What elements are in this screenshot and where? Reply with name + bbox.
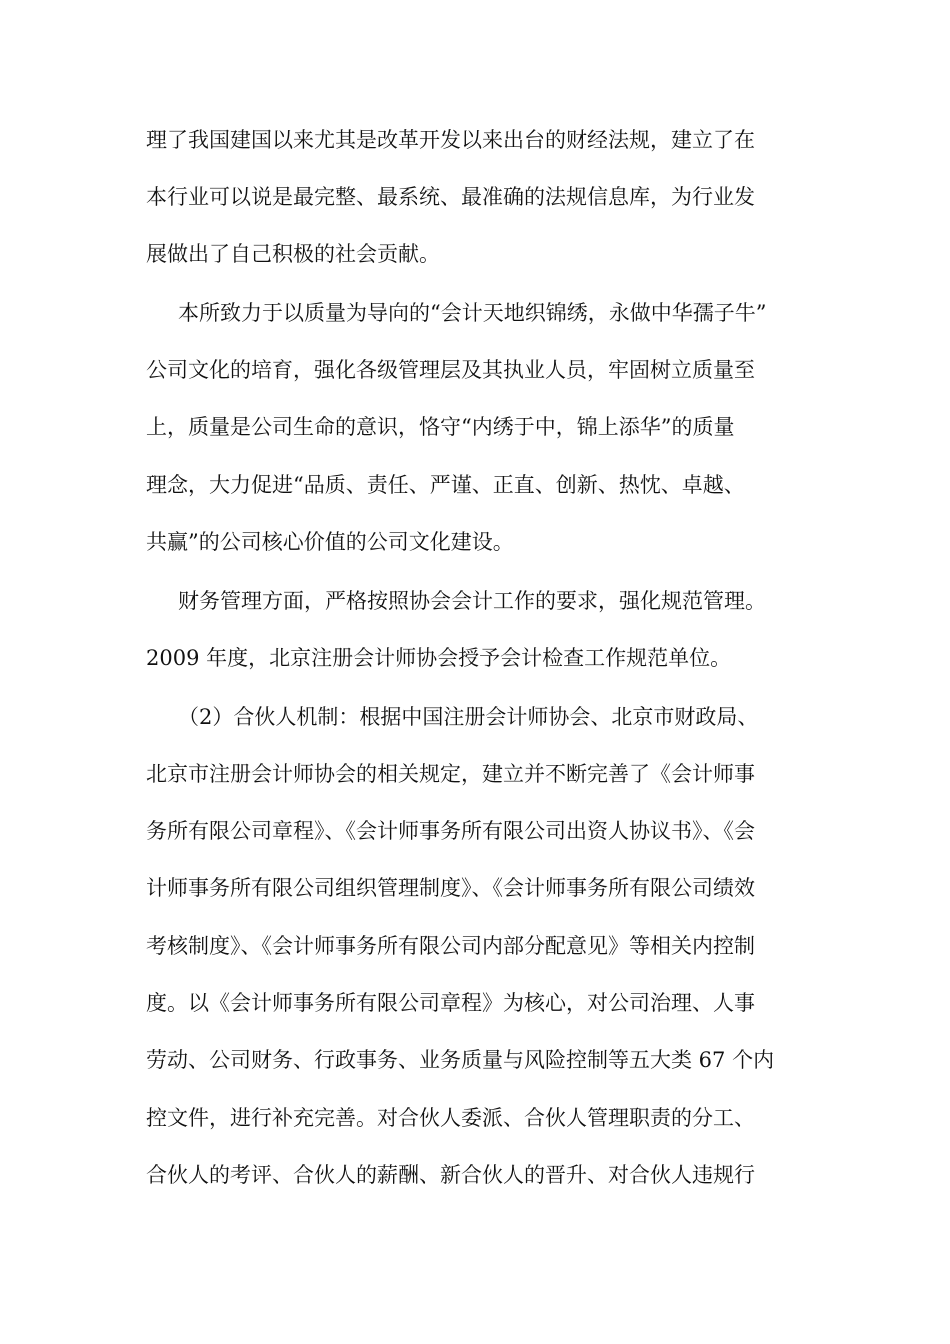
text-line-3: 展做出了自己积极的社会贡献。 [146,242,440,266]
text-line-14: 计师事务所有限公司组织管理制度》、《会计师事务所有限公司绩效 [146,876,755,900]
text-line-1: 理了我国建国以来尤其是改革开发以来出台的财经法规，建立了在 [146,128,755,152]
text-line-6: 上，质量是公司生命的意识，恪守“内绣于中，锦上添华”的质量 [146,415,735,439]
text-line-7: 理念，大力促进“品质、责任、严谨、正直、创新、热忱、卓越、 [146,473,745,497]
text-line-16: 度。以《会计师事务所有限公司章程》为核心，对公司治理、人事 [146,991,755,1015]
paragraph-culture-start: 本所致力于以质量为导向的“会计天地织锦绣，永做中华孺子牛” [178,301,767,325]
text-line-12: 北京市注册会计师协会的相关规定，建立并不断完善了《会计师事 [146,762,755,786]
text-line-2: 本行业可以说是最完整、最系统、最准确的法规信息库，为行业发 [146,185,755,209]
text-line-8: 共赢”的公司核心价值的公司文化建设。 [146,530,514,554]
text-line-10: 2009 年度，北京注册会计师协会授予会计检查工作规范单位。 [146,646,732,670]
text-line-18: 控文件，进行补充完善。对合伙人委派、合伙人管理职责的分工、 [146,1106,755,1130]
text-line-19: 合伙人的考评、合伙人的薪酬、新合伙人的晋升、对合伙人违规行 [146,1163,755,1187]
text-line-5: 公司文化的培育，强化各级管理层及其执业人员，牢固树立质量至 [146,358,755,382]
text-line-17: 劳动、公司财务、行政事务、业务质量与风险控制等五大类 67 个内 [146,1048,775,1072]
paragraph-partner-mechanism-start: （2）合伙人机制：根据中国注册会计师协会、北京市财政局、 [178,705,759,729]
text-line-15: 考核制度》、《会计师事务所有限公司内部分配意见》等相关内控制 [146,934,755,958]
paragraph-finance-start: 财务管理方面，严格按照协会会计工作的要求，强化规范管理。 [178,589,766,613]
text-line-13: 务所有限公司章程》、《会计师事务所有限公司出资人协议书》、《会 [146,819,755,843]
